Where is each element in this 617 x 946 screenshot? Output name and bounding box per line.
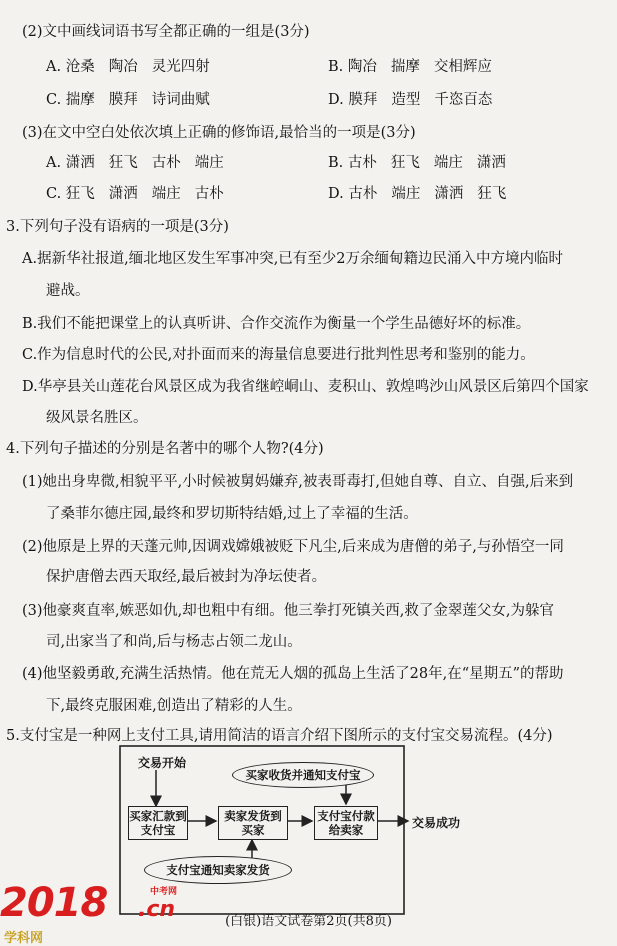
flow-buyer-pay-box: 买家汇款到支付宝 bbox=[128, 806, 188, 840]
q4-item4-line1: (4)他坚毅勇敢,充满生活热情。他在荒无人烟的孤岛上生活了28年,在“星期五”的帮助 bbox=[22, 666, 564, 682]
option-word: 诗词曲赋 bbox=[151, 92, 210, 108]
flow-seller-ship-box: 卖家发货到买家 bbox=[218, 806, 288, 840]
option-c bbox=[46, 90, 224, 110]
site-logo-small: 中考网 bbox=[150, 887, 178, 897]
option-word: 狂飞 bbox=[390, 155, 420, 171]
q4-item1-line1: (1)她出身卑微,相貌平平,小时候被舅妈嫌弃,被表哥毒打,但她自尊、自立、自强,后来到 bbox=[22, 474, 574, 490]
option-word: 造型 bbox=[391, 92, 421, 108]
option-letter: B. bbox=[328, 59, 344, 75]
option-word: 灵光四射 bbox=[151, 59, 210, 75]
option-c bbox=[46, 184, 238, 204]
q4-item3-line2: 司,出家当了和尚,后与杨志占领二龙山。 bbox=[46, 634, 302, 650]
option-word: 陶冶 bbox=[347, 59, 377, 75]
option-word: 古朴 bbox=[347, 155, 377, 171]
option-word: 陶冶 bbox=[108, 59, 138, 75]
option-word: 潇洒 bbox=[65, 155, 95, 171]
option-word: 端庄 bbox=[194, 155, 224, 171]
q2-2-stem: (2)文中画线词语书写全都正确的一组是(3分) bbox=[22, 24, 310, 40]
q4-item2-line2: 保护唐僧去西天取经,最后被封为净坛使者。 bbox=[46, 569, 327, 585]
option-word: 揣摩 bbox=[390, 59, 420, 75]
q4-item3-line1: (3)他豪爽直率,嫉恶如仇,却也粗中有细。他三拳打死镇关西,救了金翠莲父女,为躲官 bbox=[22, 603, 554, 619]
q3-option-a-line2: 避战。 bbox=[46, 283, 90, 299]
option-word: 千恣百态 bbox=[434, 92, 493, 108]
option-letter: D. bbox=[328, 186, 344, 202]
option-word: 古朴 bbox=[151, 155, 181, 171]
q4-item4-line2: 下,最终克服困难,创造出了精彩的人生。 bbox=[46, 698, 302, 714]
option-word: 揣摩 bbox=[65, 92, 95, 108]
q3-option-a-line1: A.据新华社报道,缅北地区发生军事冲突,已有至少2万余缅甸籍边民涌入中方境内临时 bbox=[22, 251, 564, 267]
q3-option-b: B.我们不能把课堂上的认真听讲、合作交流作为衡量一个学生品德好坏的标准。 bbox=[22, 316, 531, 332]
q3-option-d-line1: D.华亭县关山莲花台风景区成为我省继崆峒山、麦积山、敦煌鸣沙山风景区后第四个国家 bbox=[22, 379, 589, 395]
option-d bbox=[328, 184, 520, 204]
q2-3-stem: (3)在文中空白处依次填上正确的修饰语,最恰当的一项是(3分) bbox=[22, 125, 416, 141]
option-word: 交相辉应 bbox=[433, 59, 492, 75]
option-word: 端庄 bbox=[391, 186, 421, 202]
option-b bbox=[328, 57, 506, 77]
option-word: 沧桑 bbox=[65, 59, 95, 75]
option-word: 端庄 bbox=[433, 155, 463, 171]
option-letter: A. bbox=[46, 155, 62, 171]
option-letter: C. bbox=[46, 186, 62, 202]
flow-buyer-notify-oval: 买家收货并通知支付宝 bbox=[232, 762, 374, 788]
site-logo: 2018 bbox=[0, 880, 108, 926]
option-word: 端庄 bbox=[151, 186, 181, 202]
option-word: 古朴 bbox=[348, 186, 378, 202]
page-footer: (白银)语文试卷第2页(共8页) bbox=[225, 914, 392, 929]
flow-success: 交易成功 bbox=[412, 816, 461, 830]
option-word: 狂飞 bbox=[108, 155, 138, 171]
option-word: 狂飞 bbox=[477, 186, 507, 202]
option-a bbox=[46, 153, 238, 173]
option-a bbox=[46, 57, 224, 77]
site-logo-cn: .cn bbox=[138, 897, 176, 922]
option-d bbox=[328, 90, 506, 110]
option-letter: A. bbox=[46, 59, 62, 75]
option-word: 潇洒 bbox=[476, 155, 506, 171]
q3-stem: 3.下列句子没有语病的一项是(3分) bbox=[6, 219, 229, 235]
option-word: 狂飞 bbox=[65, 186, 95, 202]
option-word: 膜拜 bbox=[108, 92, 138, 108]
option-word: 古朴 bbox=[194, 186, 224, 202]
q3-option-d-line2: 级风景名胜区。 bbox=[46, 410, 148, 426]
option-letter: D. bbox=[328, 92, 344, 108]
option-word: 膜拜 bbox=[348, 92, 378, 108]
flow-seller-notify-oval: 支付宝通知卖家发货 bbox=[144, 856, 292, 884]
site-logo-sub: 学科网 bbox=[4, 931, 44, 946]
option-b bbox=[328, 153, 520, 173]
option-word: 潇洒 bbox=[108, 186, 138, 202]
q4-item2-line1: (2)他原是上界的天蓬元帅,因调戏嫦娥被贬下凡尘,后来成为唐僧的弟子,与孙悟空一同 bbox=[22, 539, 564, 555]
option-word: 潇洒 bbox=[434, 186, 464, 202]
q4-stem: 4.下列句子描述的分别是名著中的哪个人物?(4分) bbox=[6, 441, 324, 457]
q5-stem: 5.支付宝是一种网上支付工具,请用简洁的语言介绍下图所示的支付宝交易流程。(4分) bbox=[6, 728, 553, 744]
q3-option-c: C.作为信息时代的公民,对扑面而来的海量信息要进行批判性思考和鉴别的能力。 bbox=[22, 347, 535, 363]
option-letter: B. bbox=[328, 155, 344, 171]
flow-start: 交易开始 bbox=[138, 756, 187, 770]
option-letter: C. bbox=[46, 92, 62, 108]
flow-alipay-pay-box: 支付宝付款给卖家 bbox=[314, 806, 378, 840]
q4-item1-line2: 了桑菲尔德庄园,最终和罗切斯特结婚,过上了幸福的生活。 bbox=[46, 506, 418, 522]
